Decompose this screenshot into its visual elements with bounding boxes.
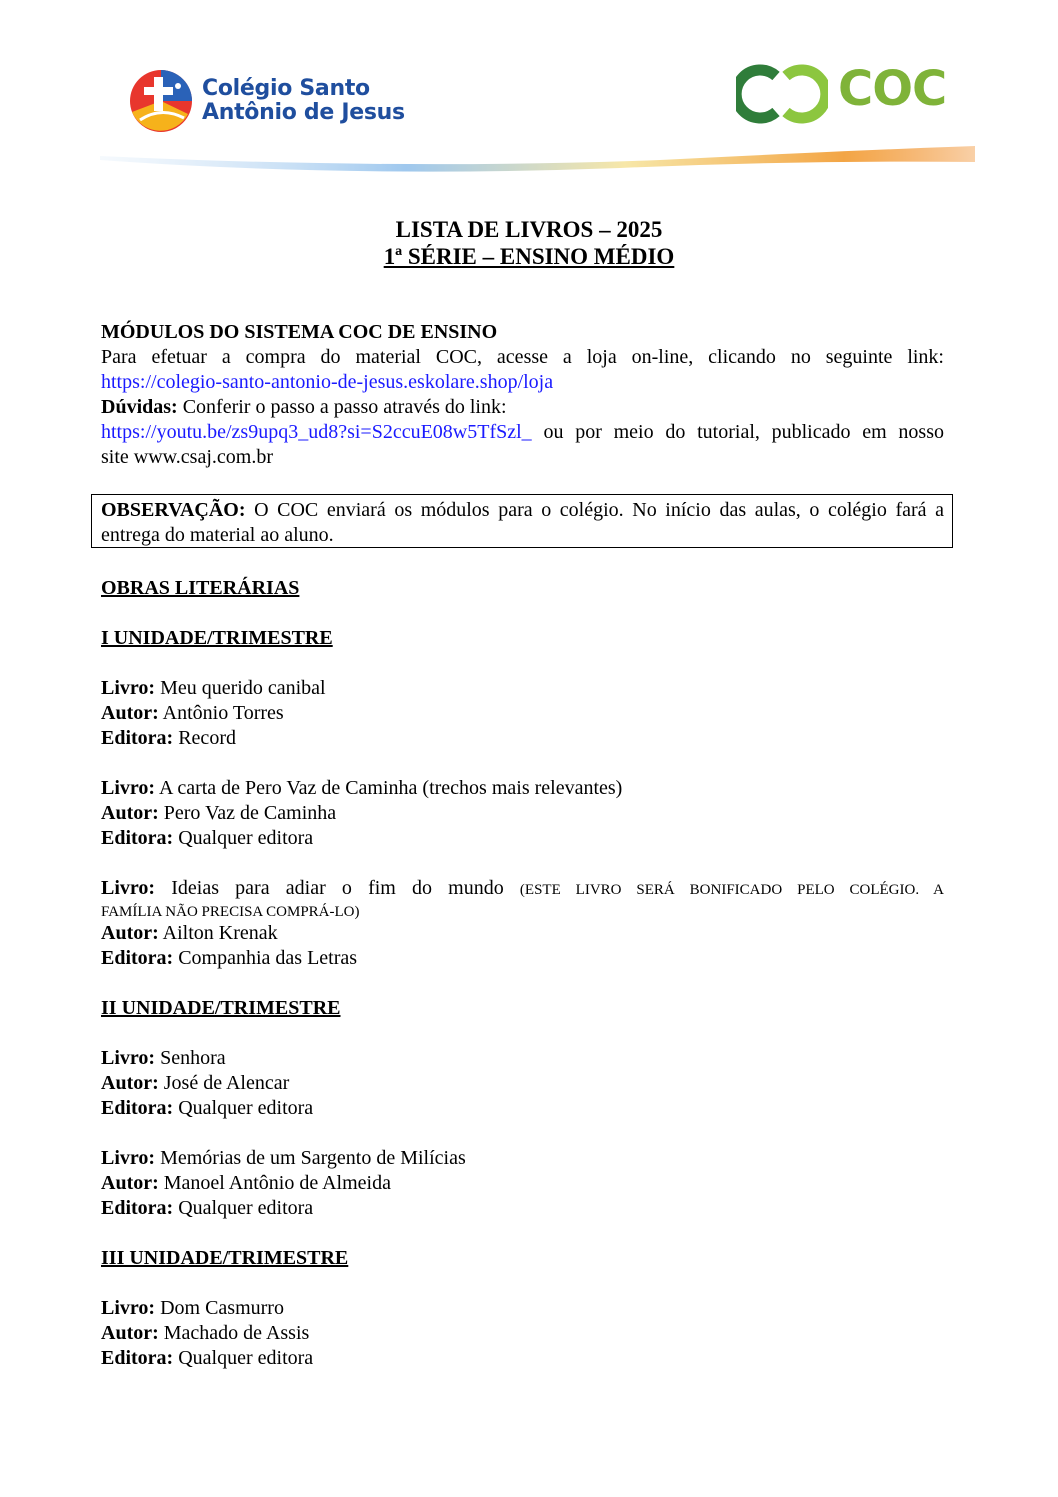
header-swoosh [100,138,980,178]
book-publisher: Companhia das Letras [178,947,358,969]
coc-logo [736,62,946,126]
book-label: Livro: [101,877,156,899]
page-header [0,0,1058,190]
school-name-line1: Colégio Santo [202,76,370,101]
book-publisher: Record [178,727,236,749]
modules-section [101,320,944,470]
author-label: Autor: [101,1072,159,1094]
school-crest-icon [128,68,194,134]
tutorial-text: ou por meio do tutorial, publicado em nosso [531,421,944,443]
coc-rings-icon [736,62,828,126]
book-entry [101,1146,944,1171]
book-note: (ESTE LIVRO SERÁ BONIFICADO PELO COLÉGIO. A [519,882,945,898]
book-publisher: Qualquer editora [178,1347,314,1369]
book-author: Pero Vaz de Caminha [163,802,337,824]
book-title: Memórias de um Sargento de Milícias [160,1147,466,1169]
book-note-continued: FAMÍLIA NÃO PRECISA COMPRÁ-LO) [101,904,360,920]
author-label: Autor: [101,802,159,824]
book-title: Senhora [160,1047,226,1069]
modules-heading: MÓDULOS DO SISTEMA COC DE ENSINO [101,321,498,343]
book-label: Livro: [101,777,156,799]
book-label: Livro: [101,1297,156,1319]
observation-text [101,498,944,548]
unit-heading: I UNIDADE/TRIMESTRE [101,627,333,649]
book-label: Livro: [101,677,156,699]
book-author: Machado de Assis [163,1322,310,1344]
book-entry [101,1296,944,1321]
doubts-text: Conferir o passo a passo através do link: [177,396,507,418]
site-text: site www.csaj.com.br [101,446,273,468]
school-name [202,77,405,125]
book-publisher: Qualquer editora [178,1197,314,1219]
publisher-label: Editora: [101,1197,174,1219]
observation-line1: O COC enviará os módulos para o colégio. No início das aulas, o colégio fará a [245,499,944,521]
author-label: Autor: [101,702,159,724]
page-subtitle [0,243,1058,270]
school-name-line2: Antônio de Jesus [202,100,405,125]
book-entry [101,876,944,903]
book-author: Antônio Torres [162,702,284,724]
book-author: Manoel Antônio de Almeida [163,1172,391,1194]
book-entry [101,776,944,801]
publisher-label: Editora: [101,947,174,969]
coc-wordmark: COC [838,61,947,117]
author-label: Autor: [101,1172,159,1194]
observation-label: OBSERVAÇÃO: [101,499,246,521]
publisher-label: Editora: [101,1097,174,1119]
observation-line2: entrega do material ao aluno. [101,524,334,546]
book-title: Meu querido canibal [160,677,326,699]
publisher-label: Editora: [101,827,174,849]
book-label: Livro: [101,1147,156,1169]
unit-heading: II UNIDADE/TRIMESTRE [101,997,341,1019]
page-title: LISTA DE LIVROS – 2025 [395,217,663,242]
book-author: Ailton Krenak [162,922,278,944]
book-entry [101,1046,944,1071]
modules-intro: Para efetuar a compra do material COC, acesse a loja on-line, clicando no seguinte link: [101,346,944,368]
publisher-label: Editora: [101,727,174,749]
book-publisher: Qualquer editora [178,827,314,849]
book-label: Livro: [101,1047,156,1069]
author-label: Autor: [101,922,159,944]
unit-heading: III UNIDADE/TRIMESTRE [101,1247,349,1269]
book-publisher: Qualquer editora [178,1097,314,1119]
publisher-label: Editora: [101,1347,174,1369]
school-logo [128,68,405,134]
tutorial-link[interactable]: https://youtu.be/zs9upq3_ud8?si=S2ccuE08w5TfSzl_ [101,421,532,443]
page-subtitle-text: 1ª SÉRIE – ENSINO MÉDIO [383,244,675,269]
author-label: Autor: [101,1322,159,1344]
store-link[interactable]: https://colegio-santo-antonio-de-jesus.eskolare.shop/loja [101,371,554,393]
doubts-label: Dúvidas: [101,396,178,418]
book-entry [101,676,944,701]
book-title: A carta de Pero Vaz de Caminha (trechos mais relevantes) [158,777,623,799]
book-title: Dom Casmurro [160,1297,284,1319]
book-author: José de Alencar [163,1072,290,1094]
literary-heading: OBRAS LITERÁRIAS [101,577,300,599]
book-title: Ideias para adiar o fim do mundo [171,877,504,899]
literary-section [101,576,944,1371]
